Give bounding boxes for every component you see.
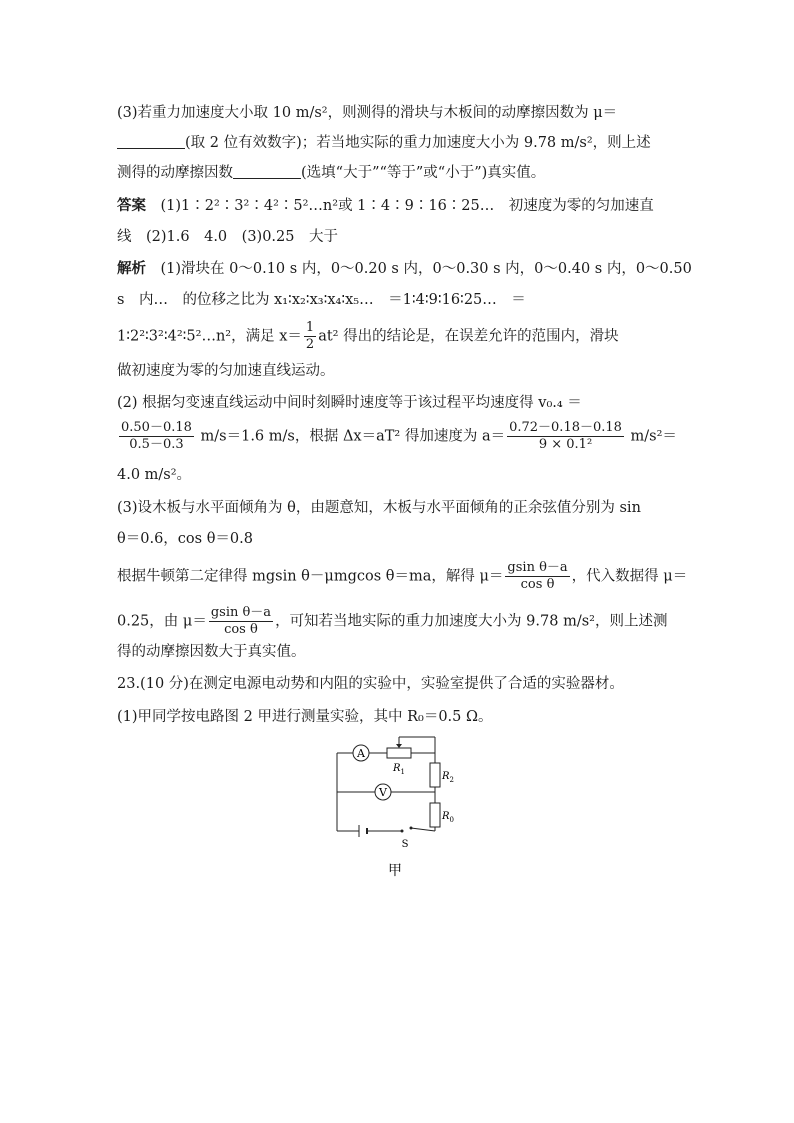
ammeter-label: A bbox=[357, 747, 365, 760]
analysis-p4-line-2 bbox=[117, 605, 667, 638]
answer-line-1 bbox=[117, 196, 654, 216]
analysis-p3-text-2: θ＝0.6，cos θ＝0.8 bbox=[117, 531, 253, 547]
resistor-r1 bbox=[387, 748, 411, 758]
analysis-p1-text-1: (1)滑块在 0～0.10 s 内，0～0.20 s 内，0～0.30 s 内，0～0.40 s 内，0～0.50 bbox=[160, 261, 692, 277]
analysis-p2-text-3: 4.0 m/s²。 bbox=[117, 467, 192, 483]
r1-label: $R_1$ bbox=[393, 763, 405, 776]
analysis-p2-line-3 bbox=[117, 465, 191, 485]
fraction-denominator: 0.5－0.3 bbox=[129, 437, 184, 452]
fraction-denominator: 9 × 0.1² bbox=[538, 437, 593, 452]
q3-text-3b: (选填“大于”“等于”或“小于”)真实值。 bbox=[301, 165, 546, 181]
answer-label: 答案 bbox=[117, 197, 146, 214]
fraction-mu-2 bbox=[209, 605, 273, 638]
analysis-p1-text-3b: at² 得出的结论是，在误差允许的范围内，滑块 bbox=[318, 328, 619, 345]
analysis-p2-text-mid: m/s＝1.6 m/s，根据 Δx＝aT² 得加速度为 a＝ bbox=[200, 428, 506, 445]
fraction-numerator: gsin θ－a bbox=[210, 605, 272, 620]
q3-line-3 bbox=[117, 163, 545, 183]
fraction-acceleration bbox=[507, 420, 624, 453]
circuit-diagram bbox=[325, 735, 455, 885]
analysis-p2-text-1: (2) 根据匀变速直线运动中间时刻瞬时速度等于该过程平均速度得 v₀.₄ ＝ bbox=[117, 395, 582, 411]
analysis-line-2 bbox=[117, 290, 526, 310]
figure-caption: 甲 bbox=[388, 863, 402, 879]
fraction-numerator: 0.72－0.18－0.18 bbox=[509, 420, 622, 435]
fraction-denominator: cos θ bbox=[520, 577, 555, 592]
analysis-line-3 bbox=[117, 320, 619, 353]
fraction-mu bbox=[505, 560, 569, 593]
analysis-p1-text-3a: 1∶2²∶3²∶4²∶5²…n²，满足 x＝ bbox=[117, 328, 302, 345]
switch-label: S bbox=[401, 839, 409, 850]
fraction-denominator: cos θ bbox=[224, 622, 258, 637]
analysis-p3-text-1: (3)设木板与水平面倾角为 θ，由题意知，木板与水平面倾角的正余弦值分别为 sin bbox=[117, 500, 641, 516]
fraction-velocity bbox=[119, 420, 194, 453]
analysis-line-1 bbox=[117, 259, 692, 279]
q3-text-2: (取 2 位有效数字)；若当地实际的重力加速度大小为 9.78 m/s²，则上述 bbox=[185, 135, 651, 151]
analysis-p4-text-2b: ，可知若当地实际的重力加速度大小为 9.78 m/s²，则上述测 bbox=[275, 613, 668, 630]
fraction-numerator: 1 bbox=[305, 320, 315, 335]
analysis-p4-text-3: 得的动摩擦因数大于真实值。 bbox=[117, 644, 306, 660]
analysis-p4-text-1a: 根据牛顿第二定律得 mgsin θ－μmgcos θ＝ma，解得 μ＝ bbox=[117, 568, 504, 585]
r0-label: $R_0$ bbox=[442, 811, 454, 824]
analysis-label: 解析 bbox=[117, 260, 146, 277]
analysis-p4-text-1b: ，代入数据得 μ＝ bbox=[571, 568, 688, 585]
q23-line-2 bbox=[117, 707, 493, 727]
analysis-p3-line-2 bbox=[117, 529, 253, 549]
analysis-p4-text-2a: 0.25，由 μ＝ bbox=[117, 613, 207, 630]
r2-label: $R_2$ bbox=[442, 771, 454, 784]
analysis-p1-text-2: s 内… 的位移之比为 x₁∶x₂∶x₃∶x₄∶x₅… ＝1∶4∶9∶16∶25… ＝ bbox=[117, 292, 526, 308]
analysis-p4-line-1 bbox=[117, 560, 687, 593]
q3-line-1 bbox=[117, 103, 617, 123]
switch-icon bbox=[401, 827, 413, 833]
resistor-r2 bbox=[430, 763, 440, 787]
answer-line-2 bbox=[117, 227, 338, 247]
analysis-p4-line-3 bbox=[117, 642, 306, 662]
resistor-r0 bbox=[430, 803, 440, 827]
answer-text-1: (1)1∶2²∶3²∶4²∶5²…n²或 1∶4∶9∶16∶25… 初速度为零的匀加速直 bbox=[160, 198, 654, 214]
fraction-one-half bbox=[304, 320, 316, 353]
fraction-denominator: 2 bbox=[305, 337, 315, 352]
analysis-p2-text-end: m/s²＝ bbox=[630, 428, 677, 445]
q23-text-2: (1)甲同学按电路图 2 甲进行测量实验，其中 R₀＝0.5 Ω。 bbox=[117, 709, 493, 725]
analysis-p3-line-1 bbox=[117, 498, 641, 518]
voltmeter-label: V bbox=[379, 786, 387, 799]
fraction-numerator: gsin θ－a bbox=[507, 560, 568, 575]
fraction-numerator: 0.50－0.18 bbox=[121, 420, 192, 435]
answer-blank-1 bbox=[117, 134, 185, 149]
slider-arrow-icon bbox=[396, 744, 402, 748]
q3-text-3a: 测得的动摩擦因数 bbox=[117, 165, 233, 181]
q23-text-1: 23.(10 分)在测定电源电动势和内阻的实验中，实验室提供了合适的实验器材。 bbox=[117, 676, 624, 692]
analysis-line-4 bbox=[117, 361, 335, 381]
q23-line-1 bbox=[117, 674, 624, 694]
analysis-p2-line-1 bbox=[117, 393, 582, 413]
battery-icon bbox=[359, 825, 367, 837]
answer-text-2: 线 (2)1.6 4.0 (3)0.25 大于 bbox=[117, 229, 338, 245]
analysis-p1-text-4: 做初速度为零的匀加速直线运动。 bbox=[117, 363, 335, 379]
q3-text-1: (3)若重力加速度大小取 10 m/s²，则测得的滑块与木板间的动摩擦因数为 μ＝ bbox=[117, 105, 618, 121]
q3-line-2 bbox=[117, 133, 651, 153]
analysis-p2-line-2 bbox=[117, 420, 677, 453]
answer-blank-2 bbox=[233, 164, 301, 179]
